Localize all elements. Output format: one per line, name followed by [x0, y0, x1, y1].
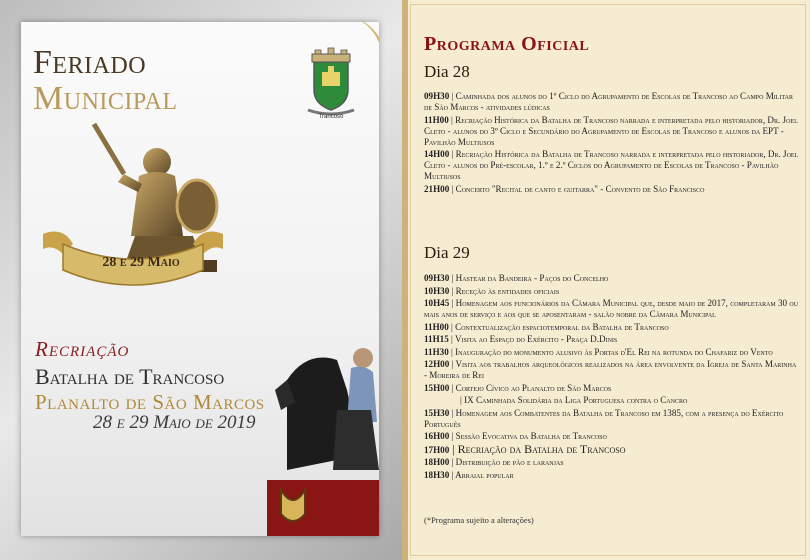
list-item: 11H30 | Inauguração do monumento alusivo às Portas d'El Rei na rotunda do Chafariz do Vento: [424, 346, 773, 357]
list-item: 14H00 | Recriação Histórica da Batalha de Trancoso narrada e interpretada pelo historiador, Dr. Joel Cleto - alunos do Pré-escolar, 1.º e 2.º Ciclos do Agrupamento de Escolas de Trancoso - Pavilhão Multiusos: [424, 149, 799, 181]
program-panel: [402, 0, 810, 560]
poster-event-dates: 28 e 29 Maio de 2019: [93, 412, 256, 433]
day-heading-28: Dia 28: [424, 62, 470, 81]
list-item: 21H00 | Concerto "Recital de canto e guitarra" - Convento de São Francisco: [424, 183, 705, 194]
list-item: 12H00 | Visita aos trabalhos arqueológicos realizados na área envolvente da Igreja de Santa Marinha - Moreira de Rei: [424, 359, 797, 380]
poster-title-feriado: Feriado: [33, 44, 147, 81]
ribbon-dates: 28 e 29 Maio: [102, 255, 180, 270]
program-title: Programa Oficial: [424, 33, 590, 55]
poster-title-municipal: Municipal: [33, 80, 178, 117]
knight-on-horse-image: [267, 340, 379, 536]
day-29-event-list: [424, 273, 800, 482]
poster-batalha: Batalha de Trancoso: [35, 364, 225, 389]
list-item: 11H00 | Contextualização espaciotemporal da Batalha de Trancoso: [424, 321, 669, 332]
program-disclaimer: (*Programa sujeito a alterações): [424, 515, 534, 525]
day-heading-29: Dia 29: [424, 243, 470, 262]
list-item: 15H00 | Cortejo Cívico ao Planalto de São Marcos: [424, 382, 612, 393]
list-item: 18H00 | Distribuição de pão e laranjas: [424, 457, 564, 467]
crest-label: Trancoso: [318, 114, 344, 120]
event-poster: [21, 22, 379, 536]
trancoso-crest-icon: [302, 46, 360, 122]
list-item: 11H15 | Visita ao Espaço do Exército - Praça D.Dinis: [424, 334, 618, 344]
poster-recriacao: Recriação: [35, 337, 130, 361]
list-item: 11H00 | Recriação Histórica da Batalha de Trancoso narrada e interpretada pelo historiador, Dr. Joel Cleto - alunos do 3º Ciclo e Secundário do Agrupamento de Escolas de Trancoso e alunos da EPT - Pavilhão Multiusos: [424, 114, 798, 147]
list-item: 09H30 | Hastear da Bandeira - Paços do Concelho: [424, 273, 609, 283]
list-item: 09H30 | Caminhada dos alunos do 1º Ciclo do Agrupamento de Escolas de Trancoso ao Campo Militar de São Marcos - atividades lúdicas: [424, 91, 793, 112]
poster-frame: [0, 0, 402, 560]
day-28-event-list: [424, 91, 800, 196]
list-item: 16H00 | Sessão Evocativa da Batalha de Trancoso: [424, 431, 607, 441]
list-item: 18H30 | Arraial popular: [424, 469, 514, 480]
list-item: 10H30 | Receção às entidades oficiais: [424, 285, 560, 296]
poster-planalto: Planalto de São Marcos: [35, 390, 265, 414]
gold-ribbon-banner: [33, 214, 233, 294]
list-item: 15H30 | Homenagem aos Combatentes da Batalha de Trancoso em 1385, com a presença do Exército Português: [424, 407, 784, 429]
list-item: 17H00 | Recriação da Batalha de Trancoso: [424, 441, 626, 456]
list-item: 10H45 | Homenagem aos funcionários da Câmara Municipal que, desde maio de 2017, completaram 30 ou mais anos de serviço e aos que se aposentaram - salão nobre da Câmara Municipal: [424, 298, 799, 319]
list-item: | IX Caminhada Solidária da Liga Portuguesa contra o Cancro: [460, 395, 688, 405]
